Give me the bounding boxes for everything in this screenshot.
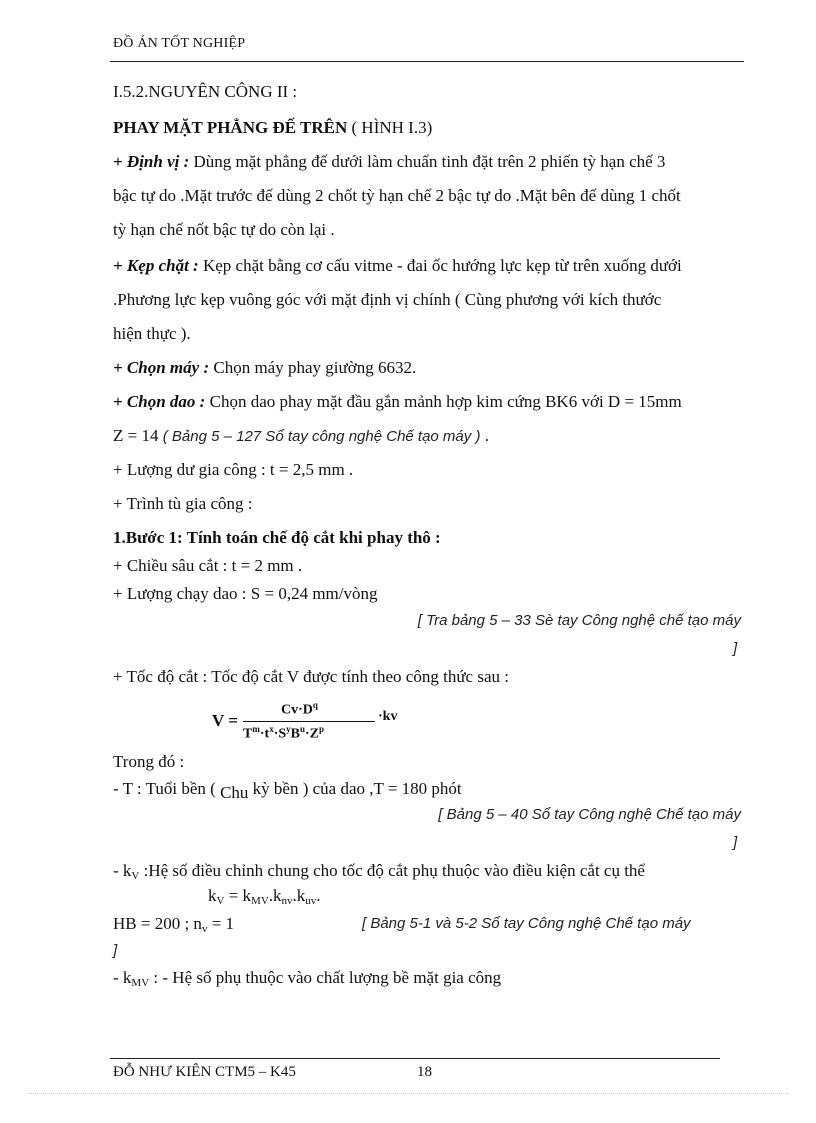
chondao-line1 bbox=[113, 392, 682, 412]
buoc1-title: 1.Bước 1: Tính toán chế độ cắt khi phay thô : bbox=[113, 528, 441, 547]
formula-den-t: ·t bbox=[259, 726, 270, 742]
heading-bold: PHAY MẶT PHẲNG ĐẾ TRÊN bbox=[113, 118, 348, 137]
tuoiben-line bbox=[113, 779, 462, 802]
formula-numerator-base: Cv·D bbox=[281, 702, 313, 718]
formula-lhs: V = bbox=[212, 711, 238, 730]
kv-line bbox=[113, 861, 645, 882]
tuoiben-b: kỳ bền ) của dao ,T = 180 phót bbox=[248, 779, 462, 798]
header-rule bbox=[110, 61, 744, 62]
formula-den-T: T bbox=[243, 726, 253, 742]
formula-den-m: m bbox=[252, 724, 260, 734]
heading bbox=[113, 118, 432, 138]
ref-tra-bang-5-33-close: ] bbox=[733, 640, 738, 657]
footer-rule bbox=[110, 1058, 720, 1059]
kv-eq-s1: V bbox=[216, 895, 225, 907]
buoc1-chieusau: + Chiều sâu cắt : t = 2 mm . bbox=[113, 556, 303, 575]
page-number: 18 bbox=[417, 1064, 432, 1080]
hb-a: HB = 200 ; n bbox=[113, 914, 202, 933]
chonmay-line bbox=[113, 358, 416, 378]
chondao-label: + Chọn dao : bbox=[113, 392, 206, 411]
kmv-a: - k bbox=[113, 968, 132, 987]
kepchat-line3: hiện thực ). bbox=[113, 324, 191, 343]
chonmay-text: Chọn máy phay giường 6632. bbox=[209, 358, 417, 377]
kepchat-line2: .Phương lực kẹp vuông góc với mặt định vị chính ( Cùng phương với kích thước bbox=[113, 290, 662, 309]
kepchat-line1 bbox=[113, 256, 682, 276]
kmv-b: : - Hệ số phụ thuộc vào chất lượng bề mặt gia công bbox=[149, 968, 502, 987]
kv-eq-s2: MV bbox=[251, 895, 269, 907]
chondao-text: Chọn dao phay mặt đầu gắn mảnh hợp kim cứng BK6 với D = 15mm bbox=[205, 392, 682, 411]
heading-normal: ( HÌNH I.3) bbox=[347, 118, 433, 137]
kv-eq-d: .k bbox=[292, 886, 306, 905]
kv-equation bbox=[208, 886, 321, 907]
chondao-z: Z = 14 bbox=[113, 426, 163, 445]
formula-denominator bbox=[243, 724, 324, 743]
ref-bang-5-1: [ Bảng 5-1 và 5-2 Sổ tay Công nghệ Chế tạo máy bbox=[362, 915, 691, 932]
formula-den-Z: ·Z bbox=[305, 726, 320, 742]
kv-eq-s3: nv bbox=[281, 895, 293, 907]
tuoiben-a: - T : Tuổi bền ( bbox=[113, 779, 221, 798]
formula-coef: ·kv bbox=[378, 709, 398, 724]
kv-b: :Hệ số điều chỉnh chung cho tốc độ cắt phụ thuộc vào điều kiện cắt cụ thể bbox=[139, 861, 645, 880]
kv-a: - k bbox=[113, 861, 132, 880]
cutting-speed-formula bbox=[212, 700, 412, 746]
kv-eq-s4: uv bbox=[305, 895, 317, 907]
formula-den-y: y bbox=[286, 724, 291, 734]
page-header: ĐỒ ÁN TỐT NGHIỆP bbox=[113, 36, 246, 51]
formula-den-B: B bbox=[290, 726, 300, 742]
hb-line bbox=[113, 914, 234, 935]
kepchat-label: + Kẹp chặt : bbox=[113, 256, 199, 275]
buoc1-luongchay: + Lượng chạy dao : S = 0,24 mm/vòng bbox=[113, 584, 378, 603]
trongdo: Trong đó : bbox=[113, 752, 185, 771]
kv-eq-e: . bbox=[316, 886, 321, 905]
formula-numerator bbox=[281, 700, 318, 719]
kv-eq-c: .k bbox=[268, 886, 282, 905]
page-bottom-border bbox=[28, 1093, 788, 1094]
luongdu-line: + Lượng dư gia công : t = 2,5 mm . bbox=[113, 460, 354, 479]
ref-tra-bang-5-33: [ Tra bảng 5 – 33 Sè tay Công nghệ chế tạo máy bbox=[417, 612, 741, 629]
formula-den-u: u bbox=[300, 724, 306, 734]
hb-b: = 1 bbox=[207, 914, 235, 933]
ref-bang-5-40-close: ] bbox=[733, 834, 738, 851]
dinhvi-line3: tỳ hạn chế nốt bậc tự do còn lại . bbox=[113, 220, 335, 239]
tuoiben-chu: Chu bbox=[220, 783, 249, 802]
section-title: I.5.2.NGUYÊN CÔNG II : bbox=[113, 82, 298, 101]
dinhvi-line2: bậc tự do .Mặt trước đế dùng 2 chốt tỳ hạn chế 2 bậc tự do .Mặt bên đế dùng 1 chốt bbox=[113, 186, 681, 205]
chondao-ref: ( Bảng 5 – 127 Sổ tay công nghệ Chế tạo máy ) bbox=[162, 428, 481, 445]
buoc1-tocdo: + Tốc độ cắt : Tốc độ cắt V được tính theo công thức sau : bbox=[113, 667, 509, 686]
dinhvi-label: + Định vị : bbox=[113, 152, 190, 171]
kmv-sub: MV bbox=[131, 977, 150, 989]
ref-bang-5-1-close: ] bbox=[113, 942, 118, 959]
ref-bang-5-40: [ Bảng 5 – 40 Sổ tay Công nghệ Chế tạo máy bbox=[438, 806, 741, 823]
footer-author: ĐỖ NHƯ KIÊN CTM5 – K45 bbox=[113, 1064, 296, 1080]
chondao-line2 bbox=[113, 426, 489, 446]
chondao-tail: . bbox=[480, 426, 489, 445]
dinhvi-line1 bbox=[113, 152, 665, 172]
kv-eq-a: k bbox=[208, 886, 217, 905]
kv-eq-b: = k bbox=[224, 886, 252, 905]
hb-sub: v bbox=[201, 923, 208, 935]
chonmay-label: + Chọn máy : bbox=[113, 358, 210, 377]
dinhvi-text: Dùng mặt phẳng đế dưới làm chuẩn tinh đặt trên 2 phiến tỳ hạn chế 3 bbox=[189, 152, 666, 171]
trinhtu-line: + Trình tù gia công : bbox=[113, 494, 253, 513]
formula-den-x: x bbox=[269, 724, 274, 734]
formula-numerator-exp: q bbox=[312, 700, 318, 710]
kepchat-text: Kẹp chặt bằng cơ cấu vitme - đai ốc hướng lực kẹp từ trên xuống dưới bbox=[198, 256, 682, 275]
kmv-line bbox=[113, 968, 501, 989]
formula-den-S: ·S bbox=[273, 726, 287, 742]
formula-den-p: p bbox=[319, 724, 325, 734]
formula-fraction-line bbox=[243, 721, 375, 722]
kv-sub: V bbox=[131, 870, 140, 882]
